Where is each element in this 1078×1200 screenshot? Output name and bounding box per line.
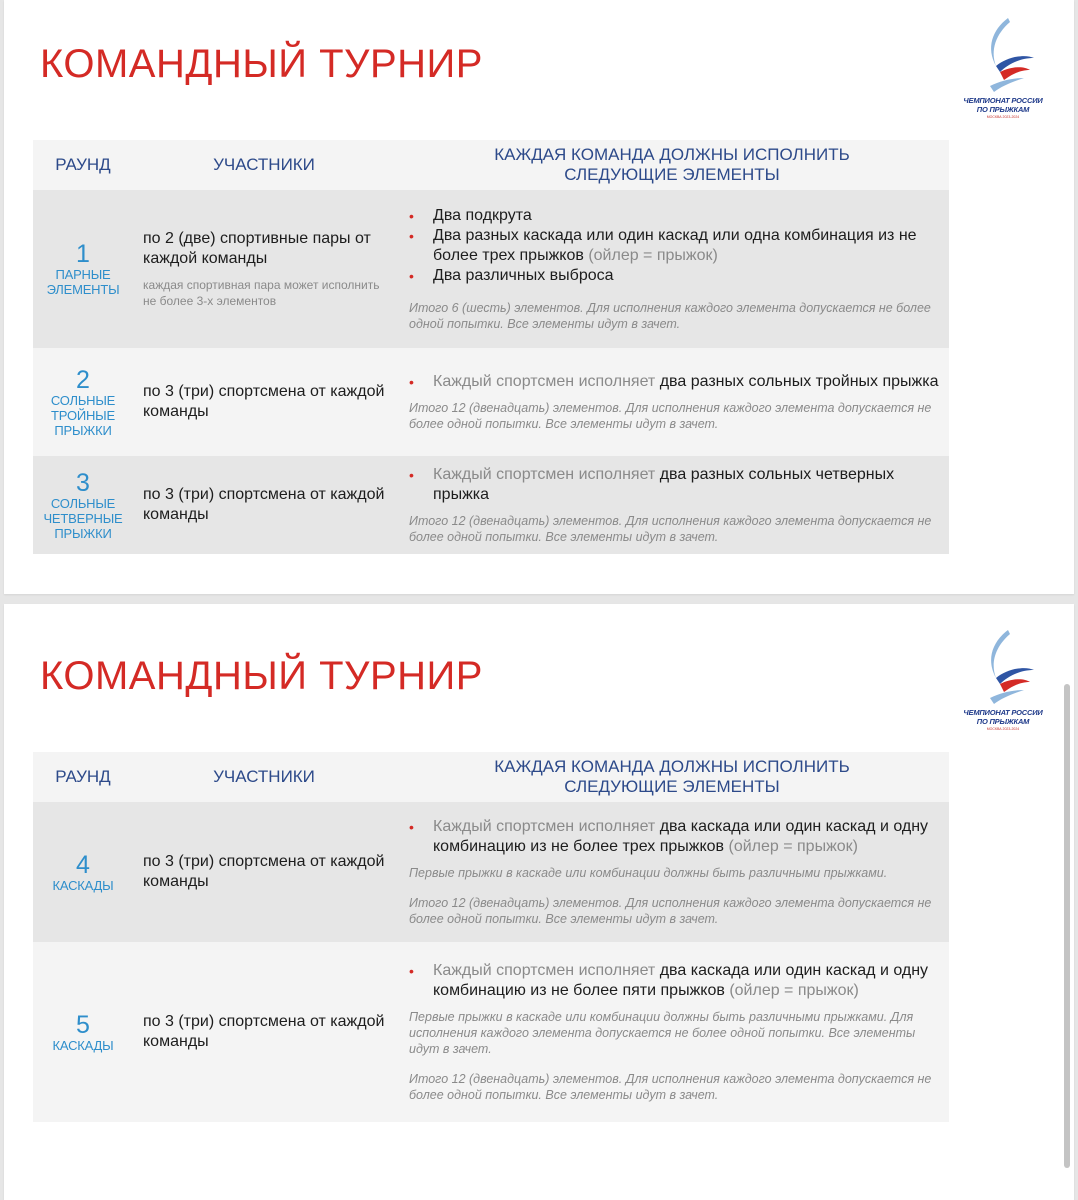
- participants-text: по 3 (три) спортсмена от каждой команды: [143, 853, 385, 890]
- round-number: 1: [76, 240, 90, 268]
- table-header: [33, 752, 949, 802]
- header-participants: УЧАСТНИКИ: [133, 752, 395, 802]
- elements-cell: [395, 456, 949, 554]
- logo-title: ЧЕМПИОНАТ РОССИИ ПО ПРЫЖКАМ: [963, 708, 1043, 726]
- header-round: РАУНД: [33, 752, 133, 802]
- list-item: • Каждый спортсмен исполняет два разных сольных тройных прыжка: [409, 373, 939, 390]
- bullet-icon: •: [409, 208, 414, 224]
- round-name: ПАРНЫЕ: [55, 267, 111, 282]
- flame-logo-icon: [968, 626, 1038, 708]
- elements-list: [409, 372, 941, 392]
- participants-text: по 3 (три) спортсмена от каждой команды: [143, 486, 385, 523]
- page-title: КОМАНДНЫЙ ТУРНИР: [40, 42, 483, 86]
- round-name: ЧЕТВЕРНЫЕ: [43, 510, 123, 526]
- page-title: КОМАНДНЫЙ ТУРНИР: [40, 654, 483, 698]
- list-item: • Каждый спортсмен исполняет два каскада или один каскад и одну комбинацию из не более пяти прыжков (ойлер = прыжок): [409, 962, 929, 999]
- round-number: 3: [76, 468, 90, 497]
- list-item: • Каждый спортсмен исполняет два каскада или один каскад и одну комбинацию из не более трех прыжков (ойлер = прыжок): [409, 818, 929, 855]
- bullet-icon: •: [409, 819, 414, 835]
- participants-text: по 3 (три) спортсмена от каждой команды: [143, 1013, 385, 1050]
- table-row-round-3: [33, 456, 949, 554]
- championship-logo: [962, 626, 1044, 732]
- list-item: • Два подкрута: [409, 207, 532, 224]
- elements-list: [409, 465, 941, 505]
- bullet-icon: •: [409, 374, 414, 390]
- participants-note: каждая спортивная пара может исполнить не более 3-х элементов: [143, 278, 380, 308]
- participants-text: по 2 (две) спортивные пары от каждой команды: [143, 230, 371, 267]
- total-note: Итого 12 (двенадцать) элементов. Для исполнения каждого элемента допускается не более одной попытки. Все элементы идут в зачет.: [409, 896, 932, 926]
- slide-2: [4, 604, 1074, 1200]
- round-number: 2: [76, 365, 90, 394]
- total-note: Итого 6 (шесть) элементов. Для исполнения каждого элемента допускается не более одной попытки. Все элементы идут в зачет.: [409, 301, 931, 331]
- elements-list: [409, 961, 941, 1001]
- round-cell: [33, 456, 133, 554]
- participants-text: по 3 (три) спортсмена от каждой команды: [143, 383, 385, 420]
- participants-cell: [133, 456, 395, 554]
- participants-cell: [133, 190, 395, 348]
- round-cell: [33, 802, 133, 942]
- elements-cell: [395, 348, 949, 456]
- round-name: СОЛЬНЫЕ: [50, 392, 116, 408]
- bullet-icon: •: [409, 228, 414, 244]
- first-jumps-note: Первые прыжки в каскаде или комбинации должны быть различными прыжками. Для исполнения каждого элемента допускается не более одной попытки. Все элементы идут в зачет.: [409, 1010, 916, 1056]
- total-note: Итого 12 (двенадцать) элементов. Для исполнения каждого элемента допускается не более одной попытки. Все элементы идут в зачет.: [409, 514, 932, 544]
- table-row-round-5: [33, 942, 949, 1122]
- round-name: ПРЫЖКИ: [54, 422, 112, 438]
- header-round: РАУНД: [33, 140, 133, 190]
- table-header: [33, 140, 949, 190]
- rounds-table-2: [33, 752, 949, 1122]
- scrollbar-thumb[interactable]: [1064, 684, 1070, 1168]
- round-cell: [33, 942, 133, 1122]
- elements-cell: [395, 802, 949, 942]
- elements-cell: [395, 942, 949, 1122]
- round-name: ЭЛЕМЕНТЫ: [46, 282, 120, 297]
- logo-subtitle: МОСКВА 2023-2024: [986, 727, 1020, 731]
- total-note: Итого 12 (двенадцать) элементов. Для исполнения каждого элемента допускается не более одной попытки. Все элементы идут в зачет.: [409, 401, 932, 431]
- elements-cell: [395, 190, 949, 348]
- round-cell: [33, 190, 133, 348]
- list-item: • Два различных выброса: [409, 267, 614, 284]
- table-row-round-4: [33, 802, 949, 942]
- slide-1: [4, 0, 1074, 594]
- header-participants: УЧАСТНИКИ: [133, 140, 395, 190]
- round-name: ТРОЙНЫЕ: [51, 407, 115, 423]
- championship-logo: [962, 14, 1044, 120]
- header-elements: КАЖДАЯ КОМАНДА ДОЛЖНЫ ИСПОЛНИТЬ СЛЕДУЮЩИЕ ЭЛЕМЕНТЫ: [395, 140, 949, 190]
- list-item: • Каждый спортсмен исполняет два разных сольных четверных прыжка: [409, 466, 895, 503]
- round-number: 4: [76, 850, 90, 879]
- participants-cell: [133, 942, 395, 1122]
- round-name: ПРЫЖКИ: [54, 525, 112, 541]
- round-name: СОЛЬНЫЕ: [50, 495, 116, 511]
- round-name: КАСКАДЫ: [52, 877, 114, 893]
- elements-list: [409, 206, 941, 286]
- first-jumps-note: Первые прыжки в каскаде или комбинации должны быть различными прыжками.: [409, 866, 888, 880]
- elements-list: [409, 817, 941, 857]
- logo-title: ЧЕМПИОНАТ РОССИИ ПО ПРЫЖКАМ: [963, 96, 1043, 114]
- participants-cell: [133, 802, 395, 942]
- rounds-table-1: [33, 140, 949, 554]
- flame-logo-icon: [968, 14, 1038, 96]
- logo-subtitle: МОСКВА 2023-2024: [986, 115, 1020, 119]
- table-row-round-1: [33, 190, 949, 348]
- round-name: КАСКАДЫ: [52, 1037, 114, 1053]
- round-number: 5: [76, 1010, 90, 1039]
- bullet-icon: •: [409, 963, 414, 979]
- bullet-icon: •: [409, 467, 414, 483]
- bullet-icon: •: [409, 268, 414, 284]
- header-elements: КАЖДАЯ КОМАНДА ДОЛЖНЫ ИСПОЛНИТЬ СЛЕДУЮЩИЕ ЭЛЕМЕНТЫ: [395, 752, 949, 802]
- total-note: Итого 12 (двенадцать) элементов. Для исполнения каждого элемента допускается не более одной попытки. Все элементы идут в зачет.: [409, 1072, 932, 1102]
- participants-cell: [133, 348, 395, 456]
- list-item: • Два разных каскада или один каскад или одна комбинация из не более трех прыжков (ойлер = прыжок): [409, 227, 917, 264]
- round-cell: [33, 348, 133, 456]
- table-row-round-2: [33, 348, 949, 456]
